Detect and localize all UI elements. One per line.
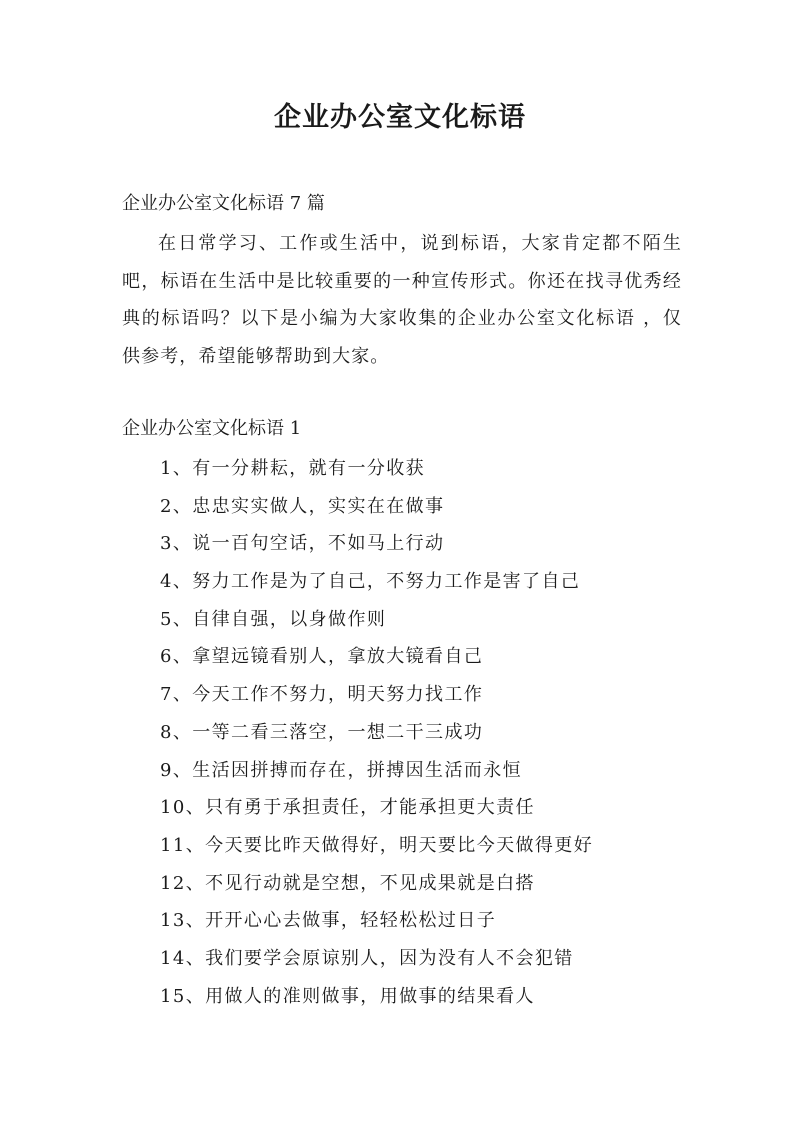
slogan-item: 9、生活因拼搏而存在，拼搏因生活而永恒: [160, 759, 523, 781]
slogan-item: 12、不见行动就是空想，不见成果就是白搭: [160, 872, 535, 894]
section-heading: 企业办公室文化标语 1: [122, 418, 302, 439]
slogan-item: 14、我们要学会原谅别人，因为没有人不会犯错: [160, 947, 574, 969]
slogan-item: 2、忠忠实实做人，实实在在做事: [160, 495, 445, 517]
slogan-item: 15、用做人的准则做事，用做事的结果看人: [160, 985, 535, 1007]
slogan-item: 1、有一分耕耘，就有一分收获: [160, 458, 426, 479]
slogan-item: 13、开开心心去做事，轻轻松松过日子: [160, 910, 497, 932]
slogan-item: 10、只有勇于承担责任，才能承担更大责任: [160, 797, 535, 819]
slogan-item: 8、一等二看三落空，一想二干三成功: [160, 721, 484, 743]
slogan-item: 4、努力工作是为了自己，不努力工作是害了自己: [160, 571, 581, 593]
slogan-list: [160, 450, 593, 1015]
slogan-item: 3、说一百句空话，不如马上行动: [160, 533, 445, 555]
document-title: 企业办公室文化标语: [274, 102, 526, 133]
slogan-item: 11、今天要比昨天做得好，明天要比今天做得更好: [160, 834, 594, 856]
slogan-item: 5、自律自强，以身做作则: [160, 608, 387, 630]
slogan-item: 7、今天工作不努力，明天努力找工作: [160, 684, 484, 706]
intro-paragraph: 在日常学习、工作或生活中，说到标语，大家肯定都不陌生吧，标语在生活中是比较重要的一种宣传形式。你还在找寻优秀经典的标语吗？以下是小编为大家收集的企业办公室文化标语 ，仅供参考，希望能够帮助到大家。: [122, 233, 682, 367]
slogan-item: 6、拿望远镜看别人，拿放大镜看自己: [160, 646, 484, 668]
document-subtitle: 企业办公室文化标语 7 篇: [122, 193, 325, 214]
